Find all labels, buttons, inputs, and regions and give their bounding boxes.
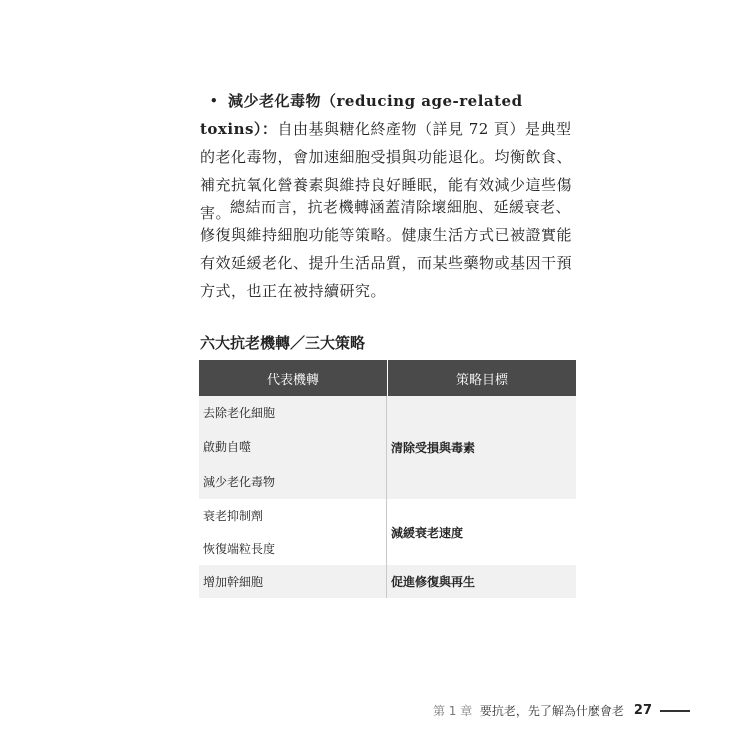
header-strategy: 策略目標 [455, 372, 508, 388]
bullet-body: 自由基與糖化終產物（詳見 72 頁）是典型的老化毒物，會加速細胞受損與功能退化。均衡飲食、補充抗氧化營養素與維持良好睡眠，能有效減少這些傷害。 [200, 120, 573, 222]
mechanism-cell-group [199, 499, 387, 565]
paragraph-summary [200, 193, 580, 305]
mechanism-cell: 去除老化細胞 [203, 406, 276, 421]
mechanism-cell: 啟動自噬 [203, 440, 252, 455]
mechanism-cell: 增加幹細胞 [203, 574, 264, 589]
strategy-cell: 促進修復與再生 [391, 575, 476, 589]
header-mechanism: 代表機轉 [199, 360, 388, 396]
chapter-number: 第 1 章 [432, 704, 473, 718]
strategy-cell: 減緩衰老速度 [391, 525, 464, 540]
mechanism-cell-group [199, 565, 387, 598]
table-group-slow [199, 499, 576, 565]
page-footer [433, 702, 690, 719]
summary-text: 總結而言，抗老機轉涵蓋清除壞細胞、延緩衰老、修復與維持細胞功能等策略。健康生活方式已被證實能有效延緩老化、提升生活品質，而某些藥物或基因干預方式，也正在被持續研究。 [200, 198, 573, 300]
table-title: 六大抗老機轉／三大策略 [200, 334, 366, 352]
mechanism-cell: 減少老化毒物 [203, 474, 276, 489]
chapter-label [433, 702, 624, 719]
strategy-cell: 清除受損與毒素 [391, 441, 476, 455]
chapter-title: 要抗老，先了解為什麼會老 [479, 704, 624, 718]
mechanism-cell: 恢復端粒長度 [203, 541, 276, 556]
table-group-clear [199, 396, 576, 499]
table-header-row [199, 360, 576, 396]
bullet-heading: 減少老化毒物（reducing age-related toxins）： [200, 92, 523, 138]
table-group-repair [199, 565, 576, 598]
strategy-table [199, 360, 576, 598]
bullet-point: • [209, 92, 219, 110]
footer-rule [660, 710, 690, 712]
mechanism-cell: 衰老抑制劑 [203, 508, 264, 523]
mechanism-cell-group [199, 396, 387, 499]
page-number: 27 [633, 703, 652, 718]
